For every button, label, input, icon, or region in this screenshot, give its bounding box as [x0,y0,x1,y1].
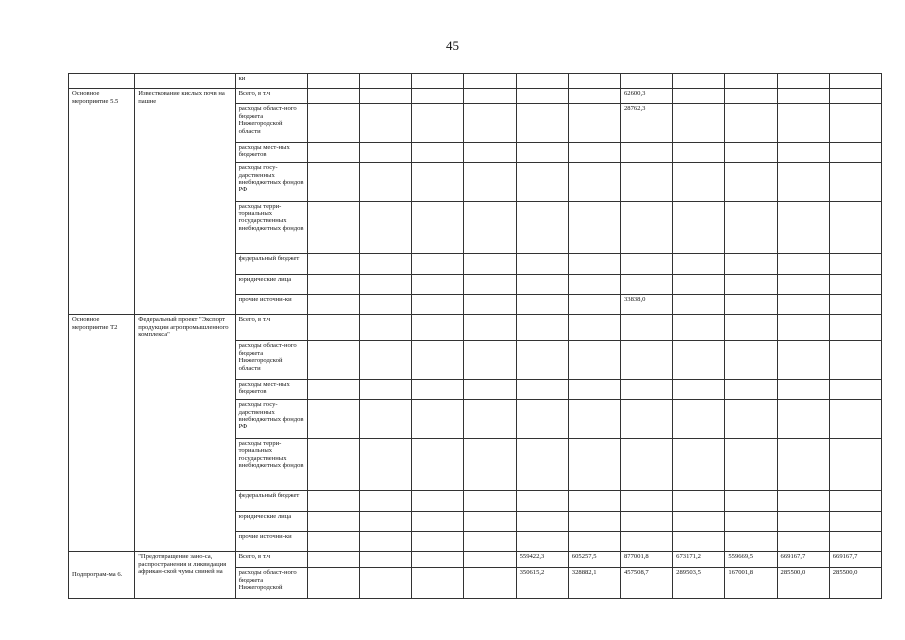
value-cell [464,74,516,89]
value-cell [620,379,672,399]
value-cell [673,254,725,274]
value-cell [307,438,359,491]
value-cell [360,341,412,380]
value-cell [777,511,829,531]
value-cell: 457508,7 [620,568,672,599]
value-cell [307,254,359,274]
value-cell [620,274,672,294]
value-cell [725,491,777,511]
value-cell [829,163,881,202]
value-cell [516,341,568,380]
value-cell [307,104,359,143]
value-cell: 167001,8 [725,568,777,599]
table-row [69,89,882,104]
value-cell [516,274,568,294]
value-cell [307,201,359,254]
value-cell [360,438,412,491]
value-cell [307,89,359,104]
value-cell [412,552,464,568]
funding-source-cell: расходы мест-ных бюджетов [235,379,307,399]
value-cell [777,142,829,162]
value-cell [412,568,464,599]
value-cell [673,315,725,341]
value-cell [412,201,464,254]
value-cell: 669167,7 [777,552,829,568]
value-cell [777,274,829,294]
value-cell [412,379,464,399]
value-cell [412,531,464,551]
value-cell [568,142,620,162]
value-cell [464,341,516,380]
value-cell [829,74,881,89]
value-cell [516,104,568,143]
value-cell [568,294,620,314]
value-cell [307,491,359,511]
funding-source-cell: Всего, в т.ч [235,552,307,568]
funding-source-cell: юридические лица [235,511,307,531]
value-cell [829,511,881,531]
table-row [69,74,882,89]
value-cell [360,294,412,314]
funding-source-cell: юридические лица [235,274,307,294]
value-cell [725,74,777,89]
funding-source-cell: ки [235,74,307,89]
value-cell: 285500,0 [829,568,881,599]
table-row [69,552,882,568]
value-cell [673,400,725,439]
value-cell [412,104,464,143]
value-cell [725,201,777,254]
value-cell [777,438,829,491]
value-cell [307,552,359,568]
value-cell [516,491,568,511]
value-cell [360,315,412,341]
value-cell [777,491,829,511]
value-cell [360,400,412,439]
value-cell [516,315,568,341]
value-cell: 669167,7 [829,552,881,568]
value-cell [777,89,829,104]
value-cell [829,379,881,399]
value-cell [412,438,464,491]
value-cell [829,89,881,104]
value-cell [829,201,881,254]
value-cell [516,400,568,439]
value-cell [464,89,516,104]
funding-source-cell: прочие источни-ки [235,531,307,551]
value-cell [516,163,568,202]
value-cell [360,531,412,551]
value-cell [568,74,620,89]
value-cell [360,163,412,202]
funding-source-cell: расходы област-ного бюджета Нижегородской [235,568,307,599]
value-cell [516,254,568,274]
value-cell [829,491,881,511]
value-cell [412,254,464,274]
event-label-cell [69,74,135,89]
value-cell [412,142,464,162]
value-cell: 28762,3 [620,104,672,143]
value-cell [725,294,777,314]
value-cell: 328882,1 [568,568,620,599]
value-cell [307,531,359,551]
value-cell [620,254,672,274]
value-cell [412,163,464,202]
value-cell [620,491,672,511]
value-cell [464,201,516,254]
value-cell [360,142,412,162]
value-cell [725,511,777,531]
value-cell [725,104,777,143]
value-cell [673,104,725,143]
value-cell [620,201,672,254]
value-cell [568,400,620,439]
value-cell [777,254,829,274]
value-cell [360,89,412,104]
value-cell [568,104,620,143]
value-cell [412,511,464,531]
budget-table [68,73,882,599]
value-cell [568,274,620,294]
value-cell [725,163,777,202]
table-body [69,74,882,599]
value-cell [516,89,568,104]
value-cell [412,400,464,439]
funding-source-cell: федеральный бюджет [235,254,307,274]
value-cell [307,341,359,380]
value-cell [464,552,516,568]
funding-source-cell: прочие источни-ки [235,294,307,314]
value-cell [829,142,881,162]
value-cell [620,74,672,89]
value-cell: 605257,5 [568,552,620,568]
event-label-cell: Основное мероприятие Т2 [69,315,135,552]
event-description-cell: "Предотвращение зано-са, распространения и ликвидация африкан-ской чумы свиней на [135,552,235,599]
value-cell [725,274,777,294]
value-cell [307,400,359,439]
value-cell [568,89,620,104]
value-cell [464,491,516,511]
value-cell: 289503,5 [673,568,725,599]
value-cell [673,491,725,511]
value-cell [673,201,725,254]
value-cell [516,511,568,531]
value-cell [725,400,777,439]
value-cell [307,163,359,202]
value-cell: 877001,8 [620,552,672,568]
value-cell [620,341,672,380]
value-cell [360,511,412,531]
value-cell [568,491,620,511]
value-cell [464,531,516,551]
value-cell [673,274,725,294]
value-cell [307,511,359,531]
value-cell [673,74,725,89]
event-label-cell: Основное мероприятие 5.5 [69,89,135,315]
value-cell [412,341,464,380]
value-cell: 350615,2 [516,568,568,599]
event-label-cell: Подпрограм-ма 6. [69,552,135,599]
funding-source-cell: расходы терри-ториальных государственных внебюджетных фондов [235,201,307,254]
funding-source-cell: расходы госу-дарственных внебюджетных фондов РФ [235,400,307,439]
value-cell: 285500,0 [777,568,829,599]
value-cell [464,568,516,599]
value-cell [829,254,881,274]
value-cell [412,274,464,294]
funding-source-cell: расходы терри-ториальных государственных внебюджетных фондов [235,438,307,491]
value-cell [516,294,568,314]
value-cell [777,74,829,89]
value-cell [464,438,516,491]
value-cell [568,511,620,531]
value-cell [360,274,412,294]
value-cell [464,294,516,314]
value-cell [829,294,881,314]
value-cell [829,400,881,439]
value-cell [673,379,725,399]
value-cell [516,531,568,551]
value-cell [620,511,672,531]
event-description-cell: Федеральный проект "Экспорт продукции агропромышленного комплекса" [135,315,235,552]
value-cell [568,163,620,202]
value-cell [829,341,881,380]
value-cell [464,274,516,294]
value-cell [620,438,672,491]
value-cell [307,379,359,399]
value-cell: 559422,3 [516,552,568,568]
value-cell [725,254,777,274]
value-cell [568,341,620,380]
value-cell [464,163,516,202]
value-cell [516,438,568,491]
value-cell [725,379,777,399]
value-cell [360,379,412,399]
value-cell [829,438,881,491]
value-cell [620,315,672,341]
value-cell [360,491,412,511]
funding-source-cell: расходы мест-ных бюджетов [235,142,307,162]
value-cell [516,74,568,89]
value-cell [464,511,516,531]
value-cell [568,201,620,254]
value-cell [673,294,725,314]
value-cell [360,568,412,599]
value-cell [777,163,829,202]
funding-source-cell: федеральный бюджет [235,491,307,511]
page-number: 45 [446,38,459,53]
value-cell [307,294,359,314]
value-cell [464,379,516,399]
value-cell [829,315,881,341]
value-cell [777,400,829,439]
value-cell [620,531,672,551]
value-cell [673,438,725,491]
value-cell: 33838,0 [620,294,672,314]
value-cell [777,341,829,380]
funding-source-cell: расходы област-ного бюджета Нижегородской области [235,341,307,380]
value-cell [412,315,464,341]
value-cell [777,104,829,143]
value-cell [412,74,464,89]
value-cell [360,254,412,274]
value-cell [307,274,359,294]
value-cell [673,163,725,202]
value-cell [516,379,568,399]
value-cell [620,142,672,162]
funding-source-cell: расходы област-ного бюджета Нижегородской области [235,104,307,143]
event-description-cell: Известкование кислых почв на пашне [135,89,235,315]
value-cell [725,315,777,341]
funding-source-cell: расходы госу-дарственных внебюджетных фондов РФ [235,163,307,202]
value-cell [673,511,725,531]
value-cell [464,104,516,143]
value-cell [829,274,881,294]
value-cell [777,315,829,341]
value-cell [307,315,359,341]
value-cell [307,568,359,599]
value-cell [307,74,359,89]
value-cell [360,201,412,254]
funding-source-cell: Всего, в т.ч [235,89,307,104]
value-cell [516,142,568,162]
value-cell [620,400,672,439]
value-cell [829,104,881,143]
value-cell [568,315,620,341]
value-cell [412,89,464,104]
value-cell [307,142,359,162]
value-cell [568,254,620,274]
event-description-cell [135,74,235,89]
value-cell [673,89,725,104]
table-row [69,315,882,341]
value-cell [777,294,829,314]
value-cell [360,552,412,568]
value-cell [829,531,881,551]
value-cell [568,531,620,551]
value-cell [777,531,829,551]
value-cell: 673171,2 [673,552,725,568]
value-cell [568,379,620,399]
value-cell [464,400,516,439]
value-cell [673,341,725,380]
value-cell [673,142,725,162]
value-cell [725,89,777,104]
value-cell [360,74,412,89]
value-cell [360,104,412,143]
value-cell [725,438,777,491]
value-cell [464,142,516,162]
value-cell [412,294,464,314]
value-cell [725,341,777,380]
value-cell [412,491,464,511]
value-cell [620,163,672,202]
value-cell [464,254,516,274]
value-cell [725,142,777,162]
funding-source-cell: Всего, в т.ч [235,315,307,341]
value-cell [516,201,568,254]
value-cell [464,315,516,341]
value-cell [777,379,829,399]
value-cell [673,531,725,551]
value-cell: 62600,3 [620,89,672,104]
value-cell [725,531,777,551]
value-cell: 559669,5 [725,552,777,568]
value-cell [568,438,620,491]
value-cell [777,201,829,254]
